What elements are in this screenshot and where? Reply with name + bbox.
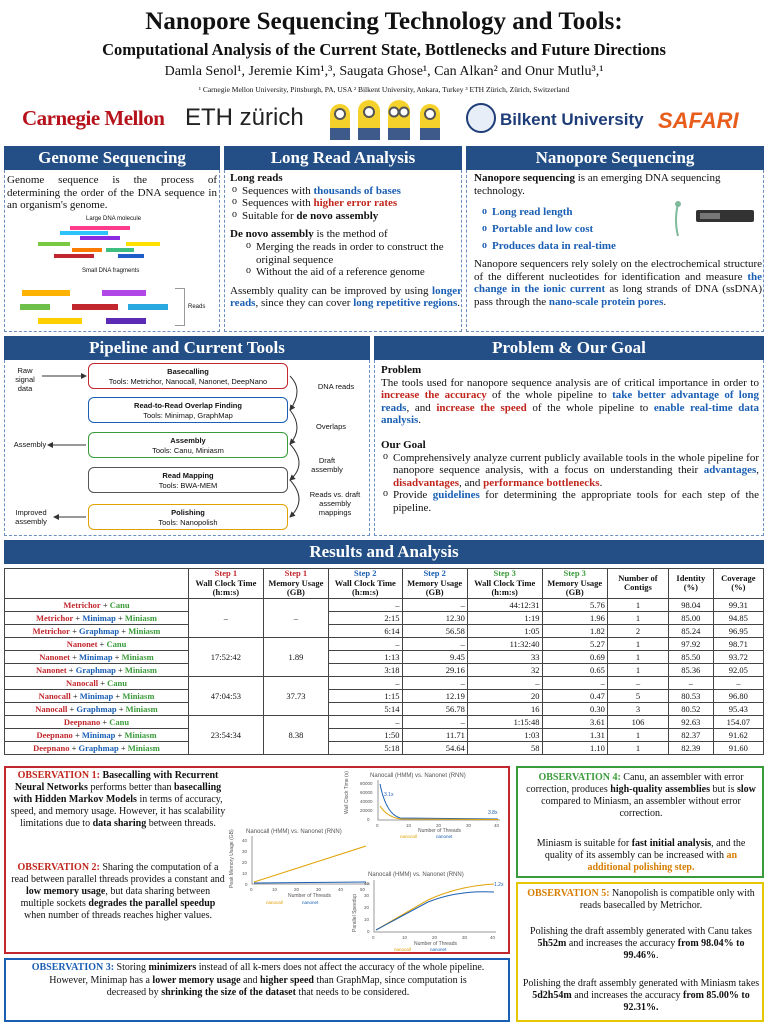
table-row [5, 598, 764, 611]
cell-s3t: 32 [467, 663, 542, 676]
affiliations: ¹ Carnegie Mellon University, Pittsburgh, PA, USA ² Bilkent University, Ankara, Turkey ³ ETH Zürich, Zürich, Switzerland [198, 85, 570, 94]
cell-s3m: 0.65 [542, 663, 607, 676]
results-header-8: Identity (%) [669, 569, 714, 599]
chart1-xtick-2: 20 [436, 823, 442, 828]
minions-image [324, 96, 454, 142]
eth-logo: ETH zürich [185, 104, 304, 131]
chart3-ylabel: Parallel Speedup [352, 893, 358, 932]
table-row [5, 611, 764, 624]
cell-coverage: 99.31 [713, 598, 763, 611]
chart2-xtick-1: 10 [272, 887, 278, 892]
cell-identity: 85.50 [669, 650, 714, 663]
cell-s2m: – [402, 676, 467, 689]
nanopore-border [466, 170, 764, 332]
chart3-xtick-4: 40 [490, 935, 496, 940]
cell-s3t: 44:12:31 [467, 598, 542, 611]
cell-s3m: – [542, 676, 607, 689]
chart2-ytick-0: 40 [242, 838, 248, 843]
pipeline-heading: Pipeline and Current Tools [4, 336, 370, 360]
nanopore-intro: Nanopore sequencing is an emerging DNA sequencing technology. [474, 172, 721, 197]
cell-contigs: 106 [607, 715, 668, 728]
chart-speedup [348, 870, 510, 952]
cell-identity: 92.63 [669, 715, 714, 728]
chart1-legend-nanocall: nanocall [400, 834, 417, 838]
chart1-ytick-1: 60000 [360, 790, 373, 795]
chart2-xtick-0: 0 [250, 887, 253, 892]
cell-s3t: 1:19 [467, 611, 542, 624]
chart1-title: Nanocall (HMM) vs. Nanonet (RNN) [370, 773, 466, 779]
pipeline-cell: Nanonet + Canu [5, 637, 189, 650]
cell-s3m: 1.82 [542, 624, 607, 637]
raw-signal-label: Raw signal data [15, 366, 35, 393]
chart2-ytick-3: 10 [242, 871, 248, 876]
chart1-nanocall-line [380, 784, 498, 819]
goal-title: Our Goal [381, 438, 426, 451]
step-basecalling: Basecalling Tools: Metrichor, Nanocall, Nanonet, DeepNano [88, 363, 288, 389]
improved-assembly-label: Improved assembly [15, 508, 47, 526]
cell-s3t: 58 [467, 741, 542, 754]
chart2-ytick-2: 20 [242, 860, 248, 865]
chart3-xtick-0: 0 [372, 935, 375, 940]
pipeline-cell: Nanocall + Minimap + Miniasm [5, 689, 189, 702]
cell-identity: 80.53 [669, 689, 714, 702]
chart1-xtick-3: 30 [466, 823, 472, 828]
np-bullet-2: o Portable and low cost [480, 221, 640, 238]
lr-bullet-2: o Sequences with higher error rates [230, 197, 462, 210]
cell-s2m: 54.64 [402, 741, 467, 754]
chart1-xtick-0: 0 [376, 823, 379, 828]
chart1-ylabel: Wall Clock Time (s) [344, 771, 350, 814]
lr-bullet-4: o Merging the reads in order to construct the original sequence [244, 241, 462, 266]
chart2-ylabel: Peak Memory Usage (GB) [229, 829, 235, 888]
chart1-ytick-4: 0 [367, 817, 370, 822]
table-row [5, 715, 764, 728]
cell-coverage: 91.62 [713, 728, 763, 741]
step1-cell: 37.73 [263, 676, 328, 715]
results-header-5: Step 3 Wall Clock Time (h:m:s) [467, 569, 542, 599]
step-overlap: Read-to-Read Overlap Finding Tools: Minimap, GraphMap [88, 397, 288, 423]
results-header-1: Step 1 Wall Clock Time (h:m:s) [189, 569, 264, 599]
results-body [5, 598, 764, 754]
chart1-ann1: 3.1x [384, 792, 394, 798]
step1-cell: – [189, 598, 264, 637]
cell-identity: 85.36 [669, 663, 714, 676]
results-header-9: Coverage (%) [713, 569, 763, 599]
pipeline-cell: Deepnano + Minimap + Miniasm [5, 728, 189, 741]
step1-cell: 47:04:53 [189, 676, 264, 715]
chart1-legend-nanonet: nanonet [436, 834, 453, 838]
cell-s2t: 6:14 [329, 624, 402, 637]
cell-s3m: 1.31 [542, 728, 607, 741]
chart3-ann: 1.2x [494, 882, 504, 888]
cell-coverage: 154.07 [713, 715, 763, 728]
poster-subtitle: Computational Analysis of the Current State, Bottlenecks and Future Directions [102, 40, 666, 59]
bilkent-seal-icon [466, 103, 496, 133]
observation-4-part2: Miniasm is suitable for fast initial analysis, and the quality of its assembly can be increased with an additional polishing step. [536, 838, 746, 873]
lr-bullet-1: o Sequences with thousands of bases [230, 185, 462, 198]
nanopore-detail: Nanopore sequencers rely solely on the electrochemical structure of the different nucleotides for identification and measure the change in the ionic current as long strands of DNA (ssDNA) pass through the nano-scale protein pores. [474, 258, 762, 308]
nanopore-heading: Nanopore Sequencing [466, 146, 764, 170]
chart3-ytick-2: 20 [364, 905, 370, 910]
cell-coverage: 98.71 [713, 637, 763, 650]
cell-s3t: 1:15:48 [467, 715, 542, 728]
results-header-3: Step 2 Wall Clock Time (h:m:s) [329, 569, 402, 599]
cell-s2m: 56.58 [402, 624, 467, 637]
long-reads-title: Long reads [230, 172, 283, 184]
cell-contigs: – [607, 676, 668, 689]
longread-border [224, 170, 462, 332]
cell-contigs: 1 [607, 728, 668, 741]
chart3-xtick-1: 10 [402, 935, 408, 940]
cmu-logo: Carnegie Mellon [22, 106, 165, 130]
cell-s3m: 1.10 [542, 741, 607, 754]
cell-s3m: 0.30 [542, 702, 607, 715]
pipeline-cell: Metrichor + Minimap + Miniasm [5, 611, 189, 624]
table-row [5, 624, 764, 637]
de-novo-title: De novo assembly is the method of [230, 228, 388, 241]
cell-s3m: 3.61 [542, 715, 607, 728]
assembly-out-label: Assembly [13, 440, 47, 449]
step1-cell: 1.89 [263, 637, 328, 676]
chart1-ytick-2: 40000 [360, 799, 373, 804]
observation-5-canu: Polishing the draft assembly generated with Canu takes 5h52m and increases the accuracy from 98.04% to 99.46%. [530, 926, 752, 961]
cell-coverage: – [713, 676, 763, 689]
cell-contigs: 1 [607, 637, 668, 650]
observation-2: OBSERVATION 2: Sharing the computation of a read between parallel threads provides a constant and low memory usage, but data sharing between multiple sockets degrades the parallel speedup when number of threads reaches higher values. [11, 862, 225, 921]
cell-contigs: 1 [607, 741, 668, 754]
genome-text: Genome sequence is the process of determining the order of the DNA sequence in an organism's genome. [7, 174, 217, 212]
cell-coverage: 96.80 [713, 689, 763, 702]
chart3-ytick-1: 30 [364, 893, 370, 898]
cell-coverage: 92.05 [713, 663, 763, 676]
cell-identity: 97.92 [669, 637, 714, 650]
cell-s2m: 9.45 [402, 650, 467, 663]
cell-s2t: – [329, 715, 402, 728]
cell-identity: 82.37 [669, 728, 714, 741]
table-row [5, 728, 764, 741]
cell-s2m: – [402, 715, 467, 728]
table-row [5, 650, 764, 663]
cell-coverage: 95.43 [713, 702, 763, 715]
table-row [5, 689, 764, 702]
bilkent-logo: Bilkent University [500, 110, 644, 129]
chart2-title: Nanocall (HMM) vs. Nanonet (RNN) [246, 829, 342, 835]
cell-s2t: – [329, 676, 402, 689]
safari-logo: SAFARI [658, 108, 739, 133]
cell-s2t: 5:18 [329, 741, 402, 754]
chart2-xlabel: Number of Threads [288, 893, 331, 899]
edge-dna-reads: DNA reads [317, 382, 355, 391]
table-row [5, 637, 764, 650]
problem-heading: Problem & Our Goal [374, 336, 764, 360]
cell-s2t: – [329, 598, 402, 611]
cell-s2m: 11.71 [402, 728, 467, 741]
assembly-quality-text: Assembly quality can be improved by using longer reads, since they can cover long repetitive regions. [230, 284, 462, 310]
cell-s3t: 33 [467, 650, 542, 663]
cell-identity: 98.04 [669, 598, 714, 611]
goal-bullet-2: o Provide guidelines for determining the appropriate tools for each step of the pipeline. [381, 489, 759, 514]
chart1-ytick-3: 20000 [360, 808, 373, 813]
step1-cell: 17:52:42 [189, 637, 264, 676]
cell-contigs: 3 [607, 702, 668, 715]
poster-title: Nanopore Sequencing Technology and Tools: [145, 8, 623, 35]
cell-s3m: 1.96 [542, 611, 607, 624]
chart3-xlabel: Number of Threads [414, 941, 457, 947]
edge-draft-assembly: Draft assembly [311, 456, 343, 474]
chart2-xtick-2: 20 [294, 887, 300, 892]
chart3-nanocall-line [376, 884, 494, 930]
cell-s3t: 1:03 [467, 728, 542, 741]
table-row [5, 741, 764, 754]
problem-title: Problem [381, 364, 422, 376]
cell-contigs: 2 [607, 624, 668, 637]
longread-heading: Long Read Analysis [224, 146, 462, 170]
step-assembly: Assembly Tools: Canu, Miniasm [88, 432, 288, 458]
problem-text: The tools used for nanopore sequence analysis are of critical importance in order to increase the accuracy of the whole pipeline to take better advantage of long reads, and increase the speed of the whole pipeline to enable real-time data analysis. [381, 376, 760, 427]
cell-s3m: 5.27 [542, 637, 607, 650]
cell-coverage: 91.60 [713, 741, 763, 754]
table-row [5, 676, 764, 689]
edge-overlaps: Overlaps [315, 422, 346, 431]
cell-s2t: 3:18 [329, 663, 402, 676]
large-dna-label: Large DNA molecule [86, 216, 142, 222]
table-row [5, 702, 764, 715]
cell-identity: 82.39 [669, 741, 714, 754]
lr-bullet-5: o Without the aid of a reference genome [244, 266, 462, 279]
cell-s2m: – [402, 598, 467, 611]
results-header-6: Step 3 Memory Usage (GB) [542, 569, 607, 599]
results-header-2: Step 1 Memory Usage (GB) [263, 569, 328, 599]
cell-s2m: 12.19 [402, 689, 467, 702]
observation-4: OBSERVATION 4: Canu, an assembler with error correction, produces high-quality assemblies but is slow compared to Miniasm, an assembler without error correction. [526, 772, 756, 819]
cell-s2t: 1:50 [329, 728, 402, 741]
cell-identity: 80.52 [669, 702, 714, 715]
cell-s2m: 12.30 [402, 611, 467, 624]
cell-s3t: 20 [467, 689, 542, 702]
cell-s3t: – [467, 676, 542, 689]
chart2-legend-nanocall: nanocall [266, 900, 283, 905]
cell-coverage: 94.85 [713, 611, 763, 624]
results-header-7: Number of Contigs [607, 569, 668, 599]
chart3-ytick-4: 0 [367, 929, 370, 934]
cell-s3t: 1:05 [467, 624, 542, 637]
table-row [5, 663, 764, 676]
cell-coverage: 96.95 [713, 624, 763, 637]
cell-contigs: 5 [607, 689, 668, 702]
chart3-title: Nanocall (HMM) vs. Nanonet (RNN) [368, 872, 464, 878]
cell-identity: – [669, 676, 714, 689]
chart3-legend-nanocall: nanocall [394, 947, 411, 952]
cell-contigs: 1 [607, 598, 668, 611]
chart1-xlabel: Number of Threads [418, 828, 461, 834]
chart3-xtick-2: 20 [432, 935, 438, 940]
chart3-legend-nanonet: nanonet [430, 947, 447, 952]
np-bullet-3: o Produces data in real-time [480, 238, 640, 255]
chart1-xtick-1: 10 [406, 823, 412, 828]
chart2-legend-nanonet: nanonet [302, 900, 319, 905]
step-polishing: Polishing Tools: Nanopolish [88, 504, 288, 530]
step1-cell: 23:54:34 [189, 715, 264, 754]
pipeline-cell: Nanonet + Minimap + Miniasm [5, 650, 189, 663]
observation-1: OBSERVATION 1: Basecalling with Recurrent Neural Networks performs better than basecalling with Hidden Markov Models in terms of accuracy, speed, and memory usage. However, it has scalability limitations due to data sharing between threads. [10, 770, 226, 829]
lr-bullet-3: o Suitable for de novo assembly [230, 210, 462, 223]
cell-s3t: 16 [467, 702, 542, 715]
pipeline-cell: Metrichor + Canu [5, 598, 189, 611]
results-header-4: Step 2 Memory Usage (GB) [402, 569, 467, 599]
pipeline-cell: Nanonet + Graphmap + Miniasm [5, 663, 189, 676]
reads-label: Reads [188, 304, 206, 310]
cell-contigs: 1 [607, 611, 668, 624]
small-fragments-label: Small DNA fragments [82, 268, 140, 274]
chart2-xtick-3: 30 [316, 887, 322, 892]
genome-heading: Genome Sequencing [4, 146, 220, 170]
chart2-ytick-1: 30 [242, 849, 248, 854]
results-table [4, 568, 764, 755]
step-read-mapping: Read Mapping Tools: BWA-MEM [88, 467, 288, 493]
chart1-xtick-4: 40 [494, 823, 500, 828]
chart1-ytick-0: 80000 [360, 781, 373, 786]
cell-s3m: 0.47 [542, 689, 607, 702]
chart2-xtick-4: 40 [338, 887, 344, 892]
cell-s2m: – [402, 637, 467, 650]
problem-body [381, 364, 759, 515]
chart3-ytick-3: 10 [364, 917, 370, 922]
cell-identity: 85.24 [669, 624, 714, 637]
np-bullet-1: o Long read length [480, 204, 640, 221]
cell-s2t: 1:15 [329, 689, 402, 702]
cell-s2t: – [329, 637, 402, 650]
edge-reads-vs-draft: Reads vs. draft assembly mappings [309, 490, 361, 517]
step1-cell: 8.38 [263, 715, 328, 754]
step1-cell: – [263, 598, 328, 637]
cell-s3t: 11:32:40 [467, 637, 542, 650]
results-header-0 [5, 569, 189, 599]
cell-s2t: 1:13 [329, 650, 402, 663]
cell-s2t: 2:15 [329, 611, 402, 624]
cell-s2t: 5:14 [329, 702, 402, 715]
authors: Damla Senol¹, Jeremie Kim¹,³, Saugata Ghose¹, Can Alkan² and Onur Mutlu³,¹ [164, 64, 604, 79]
pipeline-cell: Metrichor + Graphmap + Miniasm [5, 624, 189, 637]
cell-s3m: 5.76 [542, 598, 607, 611]
cell-contigs: 1 [607, 650, 668, 663]
genome-border [4, 170, 220, 332]
cell-s2m: 56.78 [402, 702, 467, 715]
chart3-ytick-0: 40 [364, 881, 370, 886]
chart2-xtick-5: 50 [360, 887, 366, 892]
cell-s2m: 29.16 [402, 663, 467, 676]
cell-s3m: 0.69 [542, 650, 607, 663]
chart1-ann2: 3.8x [488, 810, 498, 816]
results-header-row [5, 569, 764, 599]
goal-bullet-1: o Comprehensively analyze current publicly available tools in the whole pipeline for nanopore sequence analysis, with a focus on understanding their advantages, disadvantages, and performance bottlenecks. [381, 452, 759, 490]
results-heading: Results and Analysis [4, 540, 764, 564]
pipeline-cell: Nanocall + Canu [5, 676, 189, 689]
pipeline-cell: Deepnano + Canu [5, 715, 189, 728]
observation-5-miniasm: Polishing the draft assembly generated with Miniasm takes 5d2h54m and increases the accuracy from 85.00% to 92.31%. [522, 978, 760, 1013]
cell-contigs: 1 [607, 663, 668, 676]
observation-5: OBSERVATION 5: Nanopolish is compatible only with reads basecalled by Metrichor. [527, 888, 755, 911]
chart3-xtick-3: 30 [462, 935, 468, 940]
observation-3: OBSERVATION 3: Storing minimizers instead of all k-mers does not affect the accuracy of the whole pipeline. However, Minimap has a lower memory usage and higher speed than GraphMap, since computation is decreased by shrinking the size of the dataset that needs to be considered. [31, 962, 485, 998]
cell-identity: 85.00 [669, 611, 714, 624]
chart2-ytick-4: 0 [245, 882, 248, 887]
pipeline-cell: Deepnano + Graphmap + Miniasm [5, 741, 189, 754]
pipeline-cell: Nanocall + Graphmap + Miniasm [5, 702, 189, 715]
cell-coverage: 93.72 [713, 650, 763, 663]
